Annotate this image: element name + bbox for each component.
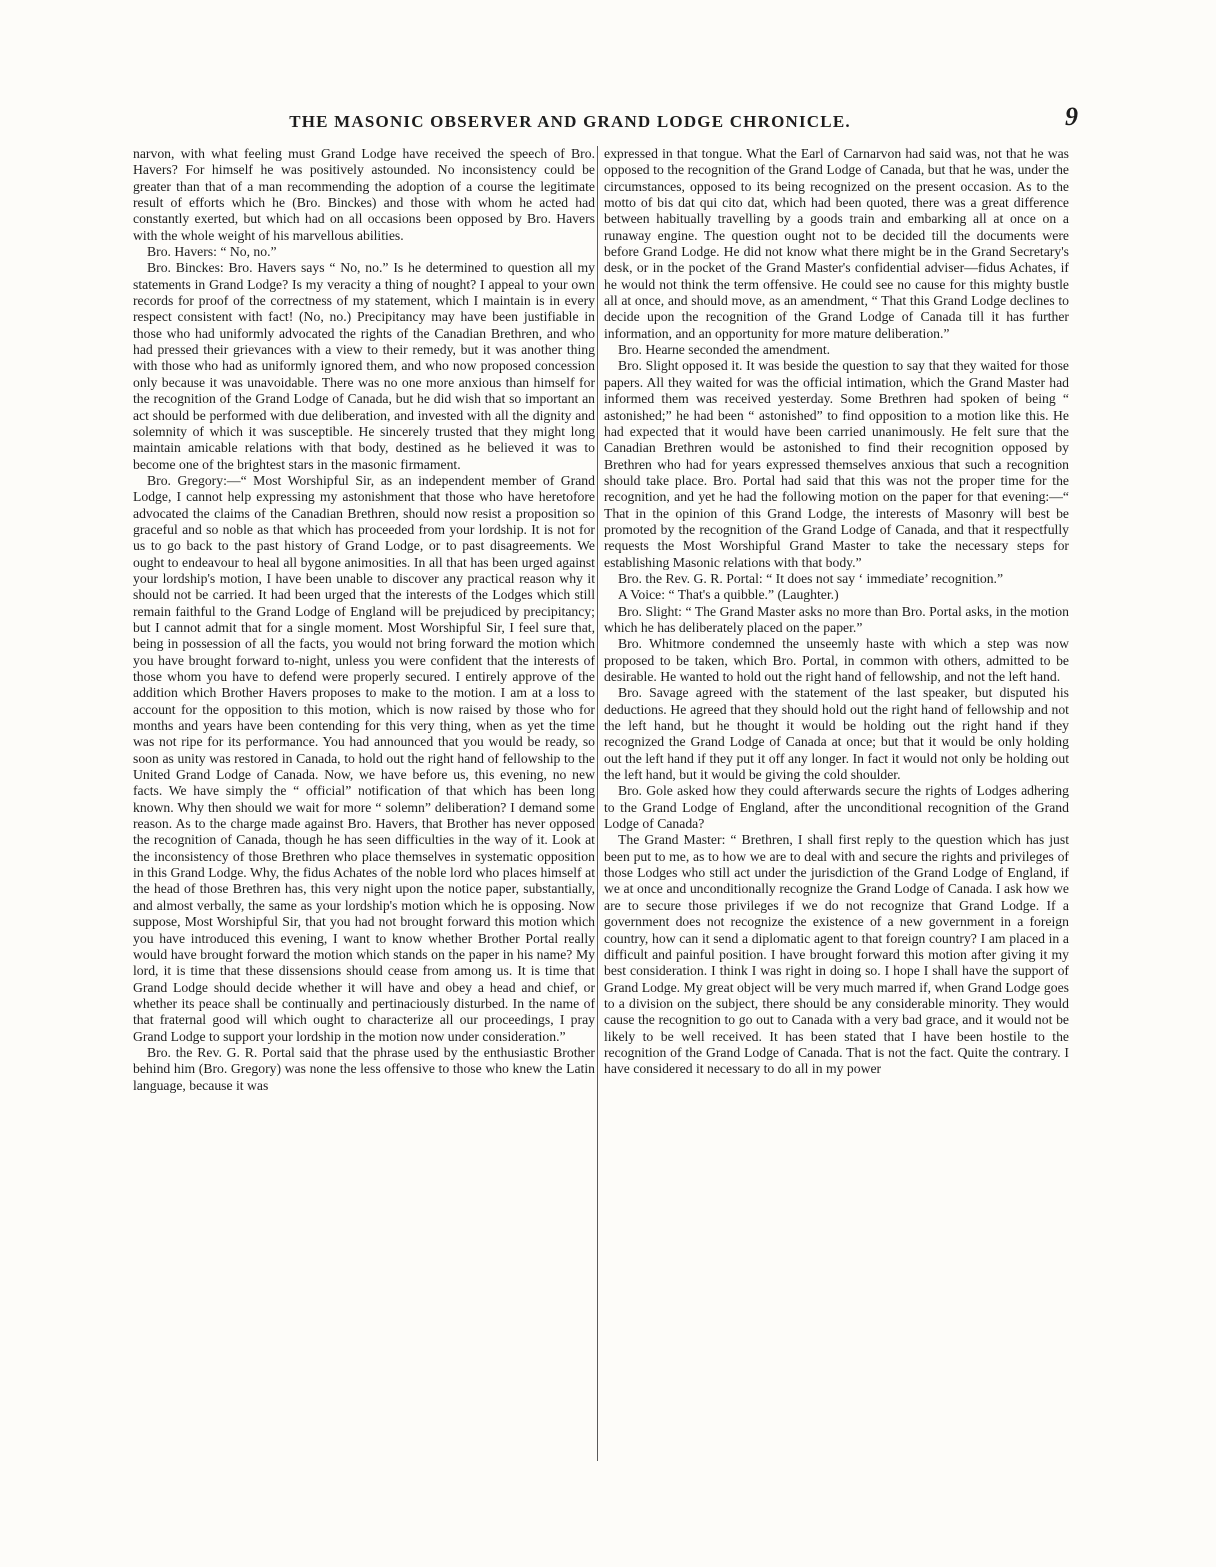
paragraph: narvon, with what feeling must Grand Lodge have received the speech of Bro. Havers? For himself he was positively astounded. No inconsistency could be greater than that of a man recommending the adoption of a course the legitimate result of efforts which he (Bro. Binckes) and those with whom he acted had constantly exerted, but which had on all occasions been opposed by Bro. Havers with the whole weight of his marvellous abilities. (133, 146, 595, 243)
paragraph: Bro. Whitmore condemned the unseemly haste with which a step was now proposed to be taken, which Bro. Portal, in common with others, admitted to be desirable. He wanted to hold out the right hand of fellowship, and not the left hand. (604, 636, 1069, 684)
paragraph: Bro. Hearne seconded the amendment. (618, 342, 831, 358)
paragraph: Bro. Havers: “ No, no.” (147, 244, 277, 260)
column-rule (597, 146, 598, 1461)
paragraph: Bro. Binckes: Bro. Havers says “ No, no.” Is he determined to question all my statements in Grand Lodge? Is my veracity a thing of nought? I appeal to your own records for proof of the correctness of my statement, which I maintain is in every respect consistent with fact! (No, no.) Precipitancy may have been justifiable in those who had uniformly advocated the rights of the Canadian Brethren, and who had pressed their grievances with a view to their remedy, but it was another thing with those who had as uniformly ignored them, and who now proposed concession only because it was unavoidable. There was no one more anxious than himself for the recognition of the Grand Lodge of Canada, but he did wish that so important an act should be performed with due deliberation, and invested with all the dignity and solemnity of which it was susceptible. He sincerely trusted that they might long maintain amicable relations with that body, destined as he believed it was to become one of the brightest stars in the masonic firmament. (133, 260, 595, 472)
paragraph: Bro. Gole asked how they could afterwards secure the rights of Lodges adhering to the Grand Lodge of England, after the unconditional recognition of the Grand Lodge of Canada? (604, 783, 1069, 832)
paragraph: Bro. Slight opposed it. It was beside the question to say that they waited for those papers. All they waited for was the official intimation, which the Grand Master had informed them was received yesterday. Some Brethren had spoken of being “ astonished;” he had been “ astonished” to find opposition to a motion like this. He had expected that it would have been carried unanimously. He felt sure that the Canadian Brethren would be astonished to find their recognition opposed by Brethren who had for years expressed themselves anxious that such a recognition should take place. Bro. Portal had said that this was not the proper time for the recognition, and yet he had the following motion on the paper for that evening:—“ That in the opinion of this Grand Lodge, the interests of Masonry will best be promoted by the recognition of the Grand Lodge of Canada, and that it respectfully requests the Most Worshipful Grand Master to take the necessary steps for establishing Masonic relations with that body.” (604, 358, 1069, 570)
left-column (133, 146, 595, 1416)
paragraph: Bro. the Rev. G. R. Portal said that the phrase used by the enthusiastic Brother behind him (Bro. Gregory) was none the less offensive to those who knew the Latin language, because it was (133, 1044, 595, 1093)
paragraph: Bro. Slight: “ The Grand Master asks no more than Bro. Portal asks, in the motion which he has deliberately placed on the paper.” (604, 603, 1069, 635)
paragraph: The Grand Master: “ Brethren, I shall first reply to the question which has just been put to me, as to how we are to deal with and secure the rights and privileges of those Lodges who still act under the jurisdiction of the Grand Lodge of England, if we at once and unconditionally recognize the Grand Lodge of Canada. I ask how we are to secure those privileges if we do not recognize that Grand Lodge. If a government does not recognize the existence of a new government in a foreign country, how can it send a diplomatic agent to that foreign country? I am placed in a difficult and painful position. I have brought forward this motion after giving it my best consideration. I think I was right in doing so. I hope I shall have the support of Grand Lodge. My great object will be very much marred if, when Grand Lodge goes to a division on the subject, there should be any considerable minority. They would cause the recognition to go out to Canada with a very bad grace, and it would not be likely to be well received. It has been stated that I have been hostile to the recognition of the Grand Lodge of Canada. That is not the fact. Quite the contrary. I have considered it necessary to do all in my power (604, 832, 1069, 1077)
paragraph: Bro. Savage agreed with the statement of the last speaker, but disputed his deductions. He agreed that they should hold out the right hand of fellowship and not the left hand, but he thought it would be holding out the right hand if they recognized the Grand Lodge of Canada at once; but that it would be only holding out the left hand if they put it off any longer. In fact it would not only be holding out the left hand, but it would be giving the cold shoulder. (604, 685, 1069, 783)
paragraph: Bro. Gregory:—“ Most Worshipful Sir, as an independent member of Grand Lodge, I cannot help expressing my astonishment that those who have heretofore advocated the claims of the Canadian Brethren, should now resist a proposition so graceful and so noble as that which has proceeded from your lordship. It is not for us to go back to the past history of Grand Lodge, or to past disagreements. We ought to endeavour to heal all bygone animosities. In all that has been urged against your lordship's motion, I have been unable to discover any practical reason why it should not be carried. It had been urged that the interests of the Lodges which still remain faithful to the Grand Lodge of England will be prejudiced by precipitancy; but I cannot admit that for a single moment. Most Worshipful Sir, I feel sure that, being in possession of all the facts, you would not bring forward the motion which you have brought forward to-night, unless you were confident that the interests of those whom you have to defend were properly secured. I entirely approve of the addition which Brother Havers proposes to make to the motion. I am at a loss to account for the opposition to this motion, which is now raised by those who for months and years have been contending for this very thing, when as yet the time was not ripe for its performance. You had announced that you would be ready, so soon as unity was restored in Canada, to hold out the right hand of fellowship to the United Grand Lodge of Canada. Now, we have before us, this evening, no new facts. We have simply the “ official” notification of that which has been long known. Why then should we wait for more “ solemn” deliberation? I demand some reason. As to the charge made against Bro. Havers, that Brother has never opposed the recognition of Canada, though he has seen difficulties in the way of it. Look at the inconsistency of those Brethren who place themselves in systematic opposition in this Grand Lodge. Why, the fidus Achates of the noble lord who places himself at the head of those Brethren has, this very night upon the notice paper, substantially, and almost verbally, the same as your lordship's motion which he is opposing. Now suppose, Most Worshipful Sir, that you had not brought forward this motion which you have introduced this evening, I want to know whether Brother Portal really would have brought forward the motion which stands on the paper in his name? My lord, it is time that these dissensions should cease from among us. It is time that Grand Lodge should decide whether it will have and obey a head and chief, or whether its peace shall be continually and pertinaciously disturbed. In the name of that fraternal good will which ought to characterize all our proceedings, I pray Grand Lodge to support your lordship in the motion now under consideration.” (133, 472, 595, 1044)
paragraph: Bro. the Rev. G. R. Portal: “ It does not say ‘ immediate’ recognition.” (618, 570, 1004, 586)
page-number: 9 (1065, 102, 1078, 131)
right-column (604, 146, 1069, 1416)
paragraph: A Voice: “ That's a quibble.” (Laughter.) (618, 587, 839, 603)
paragraph: expressed in that tongue. What the Earl of Carnarvon had said was, not that he was opposed to the recognition of the Grand Lodge of Canada, but that he was, under the circumstances, opposed to its being recognized on the present occasion. As to the motto of bis dat qui cito dat, which had been quoted, there was a great difference between habitually travelling by a goods train and embarking all at once on a runaway engine. The question ought not to be decided till the documents were before Grand Lodge. He did not know what there might be in the Grand Secretary's desk, or in the pocket of the Grand Master's confidential adviser—fidus Achates, if he would not think the term offensive. He could see no cause for this mighty bustle all at once, and should move, as an amendment, “ That this Grand Lodge declines to decide upon the recognition of the Grand Lodge of Canada till it has further information, and an opportunity for more mature deliberation.” (604, 146, 1069, 341)
page-header (132, 104, 1078, 140)
running-title: THE MASONIC OBSERVER AND GRAND LODGE CHRONICLE. (289, 112, 851, 131)
